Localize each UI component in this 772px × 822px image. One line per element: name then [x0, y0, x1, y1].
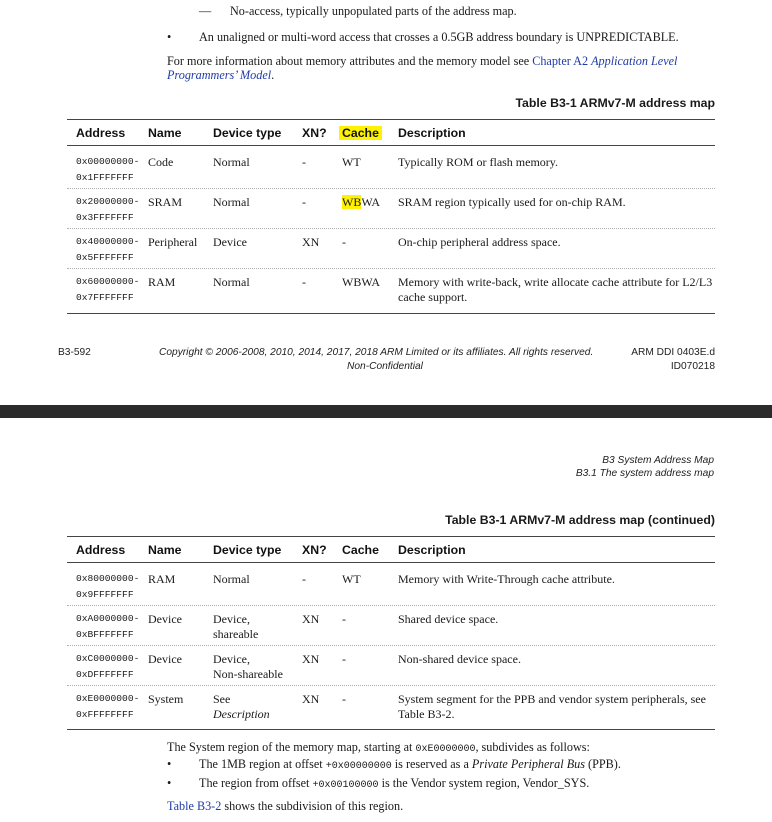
row-divider	[67, 605, 715, 606]
dash-mark: —	[199, 4, 212, 18]
device-type-line-2: shareable	[213, 627, 259, 641]
col-header-address: Address	[76, 543, 126, 557]
description: On-chip peripheral address space.	[398, 235, 561, 249]
col-header-xn: XN?	[302, 543, 327, 557]
para-code: 0xE0000000	[415, 744, 476, 755]
cache-value: -	[342, 235, 346, 249]
col-header-description: Description	[398, 126, 466, 140]
cache-value: WBWA	[342, 275, 380, 289]
device-type: Normal	[213, 572, 250, 586]
bullet-text-a: An unaligned or multi-word access that crosses a 0.5GB address boundary is	[199, 30, 577, 44]
table-top-rule	[67, 119, 715, 120]
device-type: Normal	[213, 275, 250, 289]
xn-value: -	[302, 275, 306, 289]
device-type: Device,	[213, 612, 250, 626]
xn-value: -	[302, 155, 306, 169]
bullet-text-italic: Private Peripheral Bus	[471, 757, 585, 771]
chapter-a2-link-b[interactable]: Application Level	[591, 54, 678, 68]
region-name: Peripheral	[148, 235, 198, 249]
cache-value: -	[342, 652, 346, 666]
cache-value	[342, 195, 380, 210]
region-name: Code	[148, 155, 174, 169]
chapter-a2-link-c[interactable]: Programmers’ Model	[167, 68, 272, 82]
col-header-cache: Cache	[342, 543, 379, 557]
para-text-end: , subdivides as follows:	[475, 740, 590, 754]
bullet-text: The 1MB region at offset	[199, 757, 326, 771]
table-b3-2-link[interactable]: Table B3-2	[167, 799, 222, 813]
address-end: 0xFFFFFFFF	[76, 709, 134, 720]
more-info-paragraph	[167, 54, 707, 82]
bullet-vendor-sys	[199, 776, 589, 791]
bullet-code: +0x00100000	[312, 780, 379, 791]
table-top-rule	[67, 536, 715, 537]
description: System segment for the PPB and vendor system peripherals, see	[398, 692, 706, 706]
description-line-2: cache support.	[398, 290, 468, 304]
cache-value: WT	[342, 155, 361, 169]
bullet-mark: •	[167, 30, 172, 44]
row-divider	[67, 188, 715, 189]
address-end: 0x5FFFFFFF	[76, 252, 134, 263]
device-type: Normal	[213, 155, 250, 169]
col-header-cache: Cache	[339, 126, 382, 140]
bullet-mark: •	[167, 757, 172, 771]
bullet-ppb	[199, 757, 621, 772]
address-start: 0x20000000-	[76, 196, 140, 207]
device-type: Device	[213, 235, 247, 249]
bullet-text-end: (PPB).	[584, 757, 621, 771]
cache-value: -	[342, 692, 346, 706]
row-divider	[67, 268, 715, 269]
device-type: Normal	[213, 195, 250, 209]
table-b3-2-link[interactable]: Table B3-2.	[398, 707, 455, 721]
col-header-address: Address	[76, 126, 126, 140]
address-end: 0xDFFFFFFF	[76, 669, 134, 680]
region-name: SRAM	[148, 195, 183, 209]
cache-value: WT	[342, 572, 361, 586]
address-end: 0x9FFFFFFF	[76, 589, 134, 600]
xn-value: XN	[302, 235, 320, 249]
row-divider	[67, 685, 715, 686]
xn-value: -	[302, 572, 306, 586]
doc-issue: ID070218	[670, 361, 715, 372]
cache-rest: WA	[361, 195, 381, 209]
region-name: Device	[148, 612, 182, 626]
confidential-label: Non-Confidential	[347, 361, 423, 372]
cache-highlight: WB	[342, 195, 362, 209]
doc-id: ARM DDI 0403E.d	[631, 347, 715, 358]
xn-value: XN	[302, 692, 320, 706]
running-header-section: B3.1 The system address map	[575, 468, 714, 479]
description: Memory with write-back, write allocate cache attribute for L2/L3	[398, 275, 713, 289]
col-header-name: Name	[148, 126, 182, 140]
address-start: 0x40000000-	[76, 236, 140, 247]
address-start: 0xA0000000-	[76, 613, 140, 624]
xn-value: XN	[302, 652, 320, 666]
table-bottom-rule	[67, 729, 715, 730]
col-header-xn: XN?	[302, 126, 327, 140]
system-region-paragraph	[167, 740, 590, 755]
more-info-text: For more information about memory attributes and the memory model see	[167, 54, 533, 68]
table-bottom-rule	[67, 313, 715, 314]
bullet-text-end: .	[675, 30, 679, 44]
page-number: B3-592	[58, 347, 91, 358]
chapter-a2-link-a[interactable]: Chapter A2	[532, 54, 592, 68]
description: SRAM region typically used for on-chip RAM.	[398, 195, 626, 209]
description: Memory with Write-Through cache attribute.	[398, 572, 615, 586]
address-end: 0x1FFFFFFF	[76, 172, 134, 183]
address-start: 0xE0000000-	[76, 693, 140, 704]
copyright-text: Copyright © 2006-2008, 2010, 2014, 2017, 2018 ARM Limited or its affiliates. All rights reserved.	[159, 347, 594, 358]
bullet-text-mid: is reserved as a	[391, 757, 472, 771]
table-caption: Table B3-1 ARMv7-M address map	[515, 96, 715, 110]
description: Non-shared device space.	[398, 652, 521, 666]
region-name: System	[148, 692, 184, 706]
device-type-line-2: Non-shareable	[213, 667, 283, 681]
address-start: 0xC0000000-	[76, 653, 140, 664]
table-header-rule	[67, 562, 715, 563]
bullet-code: +0x00000000	[325, 761, 392, 772]
subdivision-sentence	[167, 799, 403, 814]
region-name: RAM	[148, 275, 176, 289]
region-name: RAM	[148, 572, 176, 586]
bullet-text-sc: UNPREDICTABLE	[576, 30, 676, 44]
page-break-bar	[0, 405, 772, 418]
bullet-item-text	[199, 30, 679, 45]
device-type: Device,	[213, 652, 250, 666]
row-divider	[67, 645, 715, 646]
col-header-device-type: Device type	[213, 126, 282, 140]
xn-value: XN	[302, 612, 320, 626]
address-end: 0x3FFFFFFF	[76, 212, 134, 223]
address-end: 0xBFFFFFFF	[76, 629, 134, 640]
device-type-line-2: Description	[213, 707, 270, 721]
address-start: 0x00000000-	[76, 156, 140, 167]
col-header-name: Name	[148, 543, 182, 557]
address-start: 0x80000000-	[76, 573, 140, 584]
table-header-rule	[67, 145, 715, 146]
description: Typically ROM or flash memory.	[398, 155, 559, 169]
more-info-end: .	[271, 68, 275, 82]
bullet-text: The region from offset	[199, 776, 313, 790]
address-end: 0x7FFFFFFF	[76, 292, 134, 303]
address-start: 0x60000000-	[76, 276, 140, 287]
cache-value: -	[342, 612, 346, 626]
region-name: Device	[148, 652, 182, 666]
table-caption: Table B3-1 ARMv7-M address map (continued)	[445, 513, 715, 527]
xn-value: -	[302, 195, 306, 209]
dash-item-text: No-access, typically unpopulated parts of the address map.	[230, 4, 517, 18]
description: Shared device space.	[398, 612, 499, 626]
bullet-text-mid: is the Vendor system region, Vendor_SYS.	[378, 776, 590, 790]
bullet-mark: •	[167, 776, 172, 790]
para-text: The System region of the memory map, starting at	[167, 740, 416, 754]
running-header-chapter: B3 System Address Map	[602, 455, 714, 466]
col-header-device-type: Device type	[213, 543, 282, 557]
col-header-description: Description	[398, 543, 466, 557]
subdivision-text: shows the subdivision of this region.	[221, 799, 404, 813]
device-type: See	[213, 692, 231, 706]
row-divider	[67, 228, 715, 229]
